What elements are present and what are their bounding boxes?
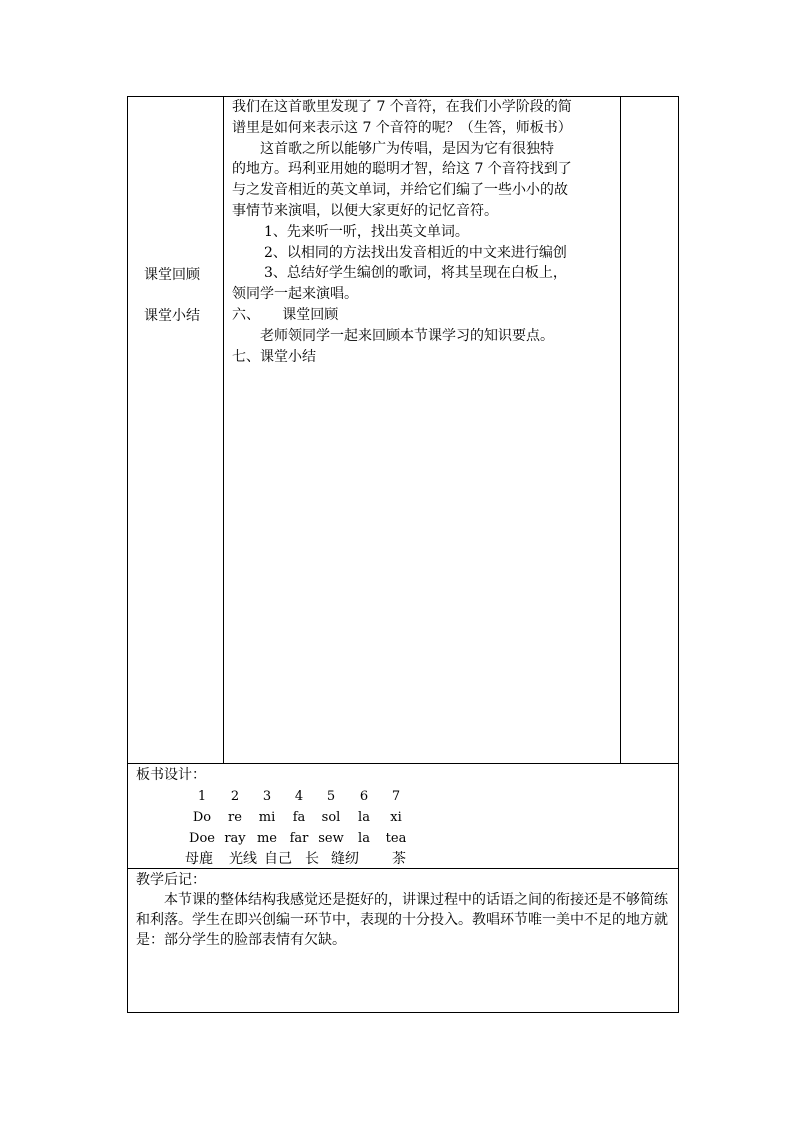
content-line: 这首歌之所以能够广为传唱，是因为它有很独特 <box>260 140 554 157</box>
row-divider-board <box>128 763 678 764</box>
board-number-7: 7 <box>391 789 401 804</box>
board-chinese-5: 缝纫 <box>331 851 359 867</box>
board-english-5: sew <box>318 831 344 846</box>
content-line: 3、总结好学生编创的歌词，将其呈现在白板上， <box>264 265 567 282</box>
lesson-table <box>127 96 679 1013</box>
board-english-7: tea <box>385 831 407 846</box>
reflection-title: 教学后记： <box>136 872 206 888</box>
board-chinese-4: 长 <box>305 851 319 867</box>
board-chinese-7: 茶 <box>392 851 406 867</box>
board-english-6: la <box>358 831 370 846</box>
board-chinese-2: 光线 <box>229 851 257 867</box>
reflection-body: 本节课的整体结构我感觉还是挺好的，讲课过程中的话语之间的衔接还是不够简练和利落。学生在即兴创编一环节中，表现的十分投入。教唱环节唯一美中不足的地方就是：部分学生的脸部表情有欠缺。 <box>136 892 668 948</box>
board-solfege-1: Do <box>192 810 212 825</box>
board-number-4: 4 <box>294 789 304 804</box>
content-line: 与之发音相近的英文单词，并给它们编了一些小小的故 <box>232 182 568 199</box>
content-line: 老师领同学一起来回顾本节课学习的知识要点。 <box>260 327 554 344</box>
section-heading: 六、 课堂回顾 <box>232 306 339 323</box>
label-class-summary: 课堂小结 <box>144 308 200 324</box>
content-line: 我们在这首歌里发现了 7 个音符，在我们小学阶段的简 <box>232 99 572 115</box>
board-english-3: me <box>256 831 278 846</box>
board-english-2: ray <box>224 831 246 846</box>
board-solfege-3: mi <box>258 810 276 825</box>
board-design-title: 板书设计： <box>136 767 206 783</box>
board-chinese-1: 母鹿 <box>185 851 213 867</box>
board-solfege-2: re <box>228 810 242 825</box>
board-number-5: 5 <box>326 789 336 804</box>
board-number-2: 2 <box>230 789 240 804</box>
section-heading: 七、课堂小结 <box>232 348 316 365</box>
content-line: 的地方。玛利亚用她的聪明才智，给这 7 个音符找到了 <box>232 161 572 178</box>
board-english-1: Doe <box>189 831 215 846</box>
board-english-4: far <box>289 831 309 846</box>
board-number-6: 6 <box>359 789 369 804</box>
teaching-reflection <box>136 870 672 950</box>
board-chinese-3: 自己 <box>264 851 292 867</box>
content-line: 谱里是如何来表示这 7 个音符的呢？（生答，师板书） <box>232 119 572 136</box>
column-divider-left <box>223 97 224 763</box>
board-solfege-7: xi <box>390 810 402 825</box>
content-line: 领同学一起来演唱。 <box>232 286 358 303</box>
board-number-1: 1 <box>197 789 207 804</box>
board-solfege-6: la <box>358 810 370 825</box>
board-number-3: 3 <box>262 789 272 804</box>
board-solfege-5: sol <box>321 810 341 825</box>
lesson-content <box>232 97 622 367</box>
board-solfege-4: fa <box>292 810 306 825</box>
content-line: 2、以相同的方法找出发音相近的中文来进行编创 <box>264 244 567 261</box>
content-line: 1、先来听一听，找出英文单词。 <box>264 223 469 240</box>
content-line: 事情节来演唱，以便大家更好的记忆音符。 <box>232 202 498 219</box>
label-class-review: 课堂回顾 <box>144 267 200 283</box>
